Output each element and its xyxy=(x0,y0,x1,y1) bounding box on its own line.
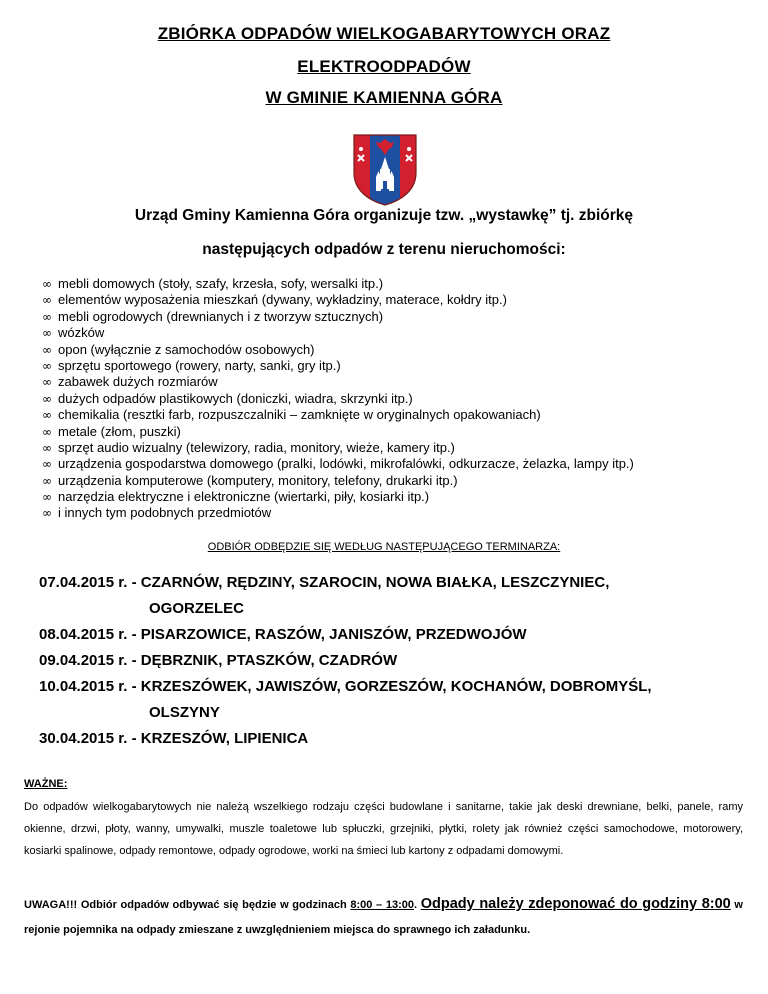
list-item: ∞ elementów wyposażenia mieszkań (dywany, wykładziny, materace, kołdry itp.) xyxy=(42,292,507,308)
schedule-entry: 08.04.2015 r. - PISARZOWICE, RASZÓW, JANISZÓW, PRZEDWOJÓW xyxy=(39,626,527,643)
list-item: ∞ urządzenia komputerowe (komputery, monitory, telefony, drukarki itp.) xyxy=(42,472,458,488)
title-line-3: W GMINIE KAMIENNA GÓRA xyxy=(265,88,503,107)
schedule-entry: 30.04.2015 r. - KRZESZÓW, LIPIENICA xyxy=(39,730,309,747)
title-line-1: ZBIÓRKA ODPADÓW WIELKOGABARYTOWYCH ORAZ xyxy=(157,24,611,43)
infinity-bullet-icon: ∞ xyxy=(42,326,52,341)
infinity-bullet-icon: ∞ xyxy=(42,424,52,439)
schedule-heading: ODBIÓR ODBĘDZIE SIĘ WEDŁUG NASTĘPUJĄCEGO TERMINARZA: xyxy=(207,541,561,553)
notice-deadline: Odpady należy zdeponować do godziny 8:00 xyxy=(420,896,731,912)
intro-line-2: następujących odpadów z terenu nieruchomości: xyxy=(202,241,566,258)
infinity-bullet-icon: ∞ xyxy=(42,375,52,390)
schedule-entry-continuation: OLSZYNY xyxy=(149,704,220,721)
infinity-bullet-icon: ∞ xyxy=(42,473,52,488)
notice-location: w rejonie pojemnika na odpady zmieszane z uwzględnieniem miejsca do sprawnego ich załadunku. xyxy=(24,899,743,936)
notice-paragraph xyxy=(24,892,743,943)
infinity-bullet-icon: ∞ xyxy=(42,457,52,472)
infinity-bullet-icon: ∞ xyxy=(42,309,52,324)
schedule-entry-continuation: OGORZELEC xyxy=(149,600,245,617)
waste-item-list xyxy=(42,276,634,522)
notice-hours: 8:00 – 13:00 xyxy=(350,899,414,911)
intro-line-1: Urząd Gminy Kamienna Góra organizuje tzw. „wystawkę” tj. zbiórkę xyxy=(134,207,634,224)
list-item: ∞ dużych odpadów plastikowych (doniczki, wiadra, skrzynki itp.) xyxy=(42,390,413,406)
infinity-bullet-icon: ∞ xyxy=(42,440,52,455)
title-line-2: ELEKTROODPADÓW xyxy=(297,57,471,76)
list-item: ∞ i innych tym podobnych przedmiotów xyxy=(42,505,272,521)
coat-of-arms-icon xyxy=(352,133,418,207)
infinity-bullet-icon: ∞ xyxy=(42,408,52,423)
schedule-entry: 10.04.2015 r. - KRZESZÓWEK, JAWISZÓW, GORZESZÓW, KOCHANÓW, DOBROMYŚL, xyxy=(39,678,652,695)
list-item: ∞ sprzętu sportowego (rowery, narty, sanki, gry itp.) xyxy=(42,357,341,373)
list-item: ∞ mebli ogrodowych (drewnianych i z tworzyw sztucznych) xyxy=(42,308,384,324)
list-item: ∞ opon (wyłącznie z samochodów osobowych) xyxy=(42,341,315,357)
notice-intro: UWAGA!!! Odbiór odpadów odbywać się będzie w godzinach xyxy=(24,899,351,911)
list-item: ∞ chemikalia (resztki farb, rozpuszczalniki – zamknięte w oryginalnych opakowaniach) xyxy=(42,407,541,423)
infinity-bullet-icon: ∞ xyxy=(42,293,52,308)
list-item: ∞ wózków xyxy=(42,325,105,341)
list-item: ∞ sprzęt audio wizualny (telewizory, radia, monitory, wieże, kamery itp.) xyxy=(42,439,455,455)
schedule-entry: 09.04.2015 r. - DĘBRZNIK, PTASZKÓW, CZADRÓW xyxy=(39,652,398,669)
infinity-bullet-icon: ∞ xyxy=(42,490,52,505)
list-item: ∞ urządzenia gospodarstwa domowego (pralki, lodówki, mikrofalówki, odkurzacze, żelazka, lampy itp.) xyxy=(42,456,634,472)
infinity-bullet-icon: ∞ xyxy=(42,391,52,406)
important-text: Do odpadów wielkogabarytowych nie należą wszelkiego rodzaju części budowlane i sanitarne, takie jak deski drewniane, belki, panele, ramy okienne, drzwi, płoty, wanny, umywalki, muszle toaletowe lub spłuczki, grzejniki, płytki, rolety jak również części samochodowe, motorowery, kosiarki spalinowe, odpady remontowe, odpady ogrodowe, worki na śmieci lub kartony z odpadami domowymi. xyxy=(24,801,743,857)
infinity-bullet-icon: ∞ xyxy=(42,358,52,373)
infinity-bullet-icon: ∞ xyxy=(42,342,52,357)
important-heading: WAŻNE: xyxy=(24,778,68,790)
infinity-bullet-icon: ∞ xyxy=(42,506,52,521)
list-item: ∞ metale (złom, puszki) xyxy=(42,423,181,439)
list-item: ∞ zabawek dużych rozmiarów xyxy=(42,374,218,390)
schedule-entry: 07.04.2015 r. - CZARNÓW, RĘDZINY, SZAROCIN, NOWA BIAŁKA, LESZCZYNIEC, xyxy=(39,574,610,591)
notice-separator: . xyxy=(413,899,421,911)
infinity-bullet-icon: ∞ xyxy=(42,277,52,291)
list-item: ∞ mebli domowych (stoły, szafy, krzesła, sofy, wersalki itp.) xyxy=(42,276,384,291)
list-item: ∞ narzędzia elektryczne i elektroniczne (wiertarki, piły, kosiarki itp.) xyxy=(42,489,430,505)
